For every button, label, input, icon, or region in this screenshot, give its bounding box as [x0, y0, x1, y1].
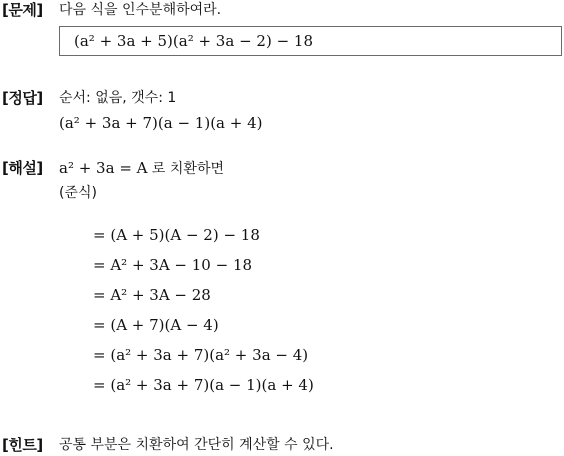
problem-label: [문제]: [2, 1, 43, 19]
substitution-math: a² + 3a = A: [59, 159, 148, 177]
solution-substitution: [59, 158, 224, 179]
solution-label: [해설]: [2, 159, 43, 177]
answer-label: [정답]: [2, 89, 43, 107]
hint-label: [힌트]: [2, 436, 43, 454]
solution-step-4: = (A + 7)(A − 4): [93, 316, 219, 334]
solution-step-3: = A² + 3A − 28: [93, 286, 211, 304]
solution-step-2: = A² + 3A − 10 − 18: [93, 256, 253, 274]
given-expression-note: (준식): [59, 185, 97, 201]
solution-step-5: = (a² + 3a + 7)(a² + 3a − 4): [93, 346, 309, 364]
substitution-text: 로 치환하면: [147, 161, 225, 177]
answer-expression: (a² + 3a + 7)(a − 1)(a + 4): [59, 114, 263, 132]
problem-expression: (a² + 3a + 5)(a² + 3a − 2) − 18: [74, 32, 313, 50]
problem-expression-box: [59, 26, 562, 56]
solution-step-6: = (a² + 3a + 7)(a − 1)(a + 4): [93, 376, 314, 394]
solution-step-1: = (A + 5)(A − 2) − 18: [93, 226, 260, 244]
answer-order-info: 순서: 없음, 갯수: 1: [59, 90, 177, 106]
hint-text: 공통 부분은 치환하여 간단히 계산할 수 있다.: [59, 437, 334, 453]
problem-instruction: 다음 식을 인수분해하여라.: [59, 2, 222, 18]
